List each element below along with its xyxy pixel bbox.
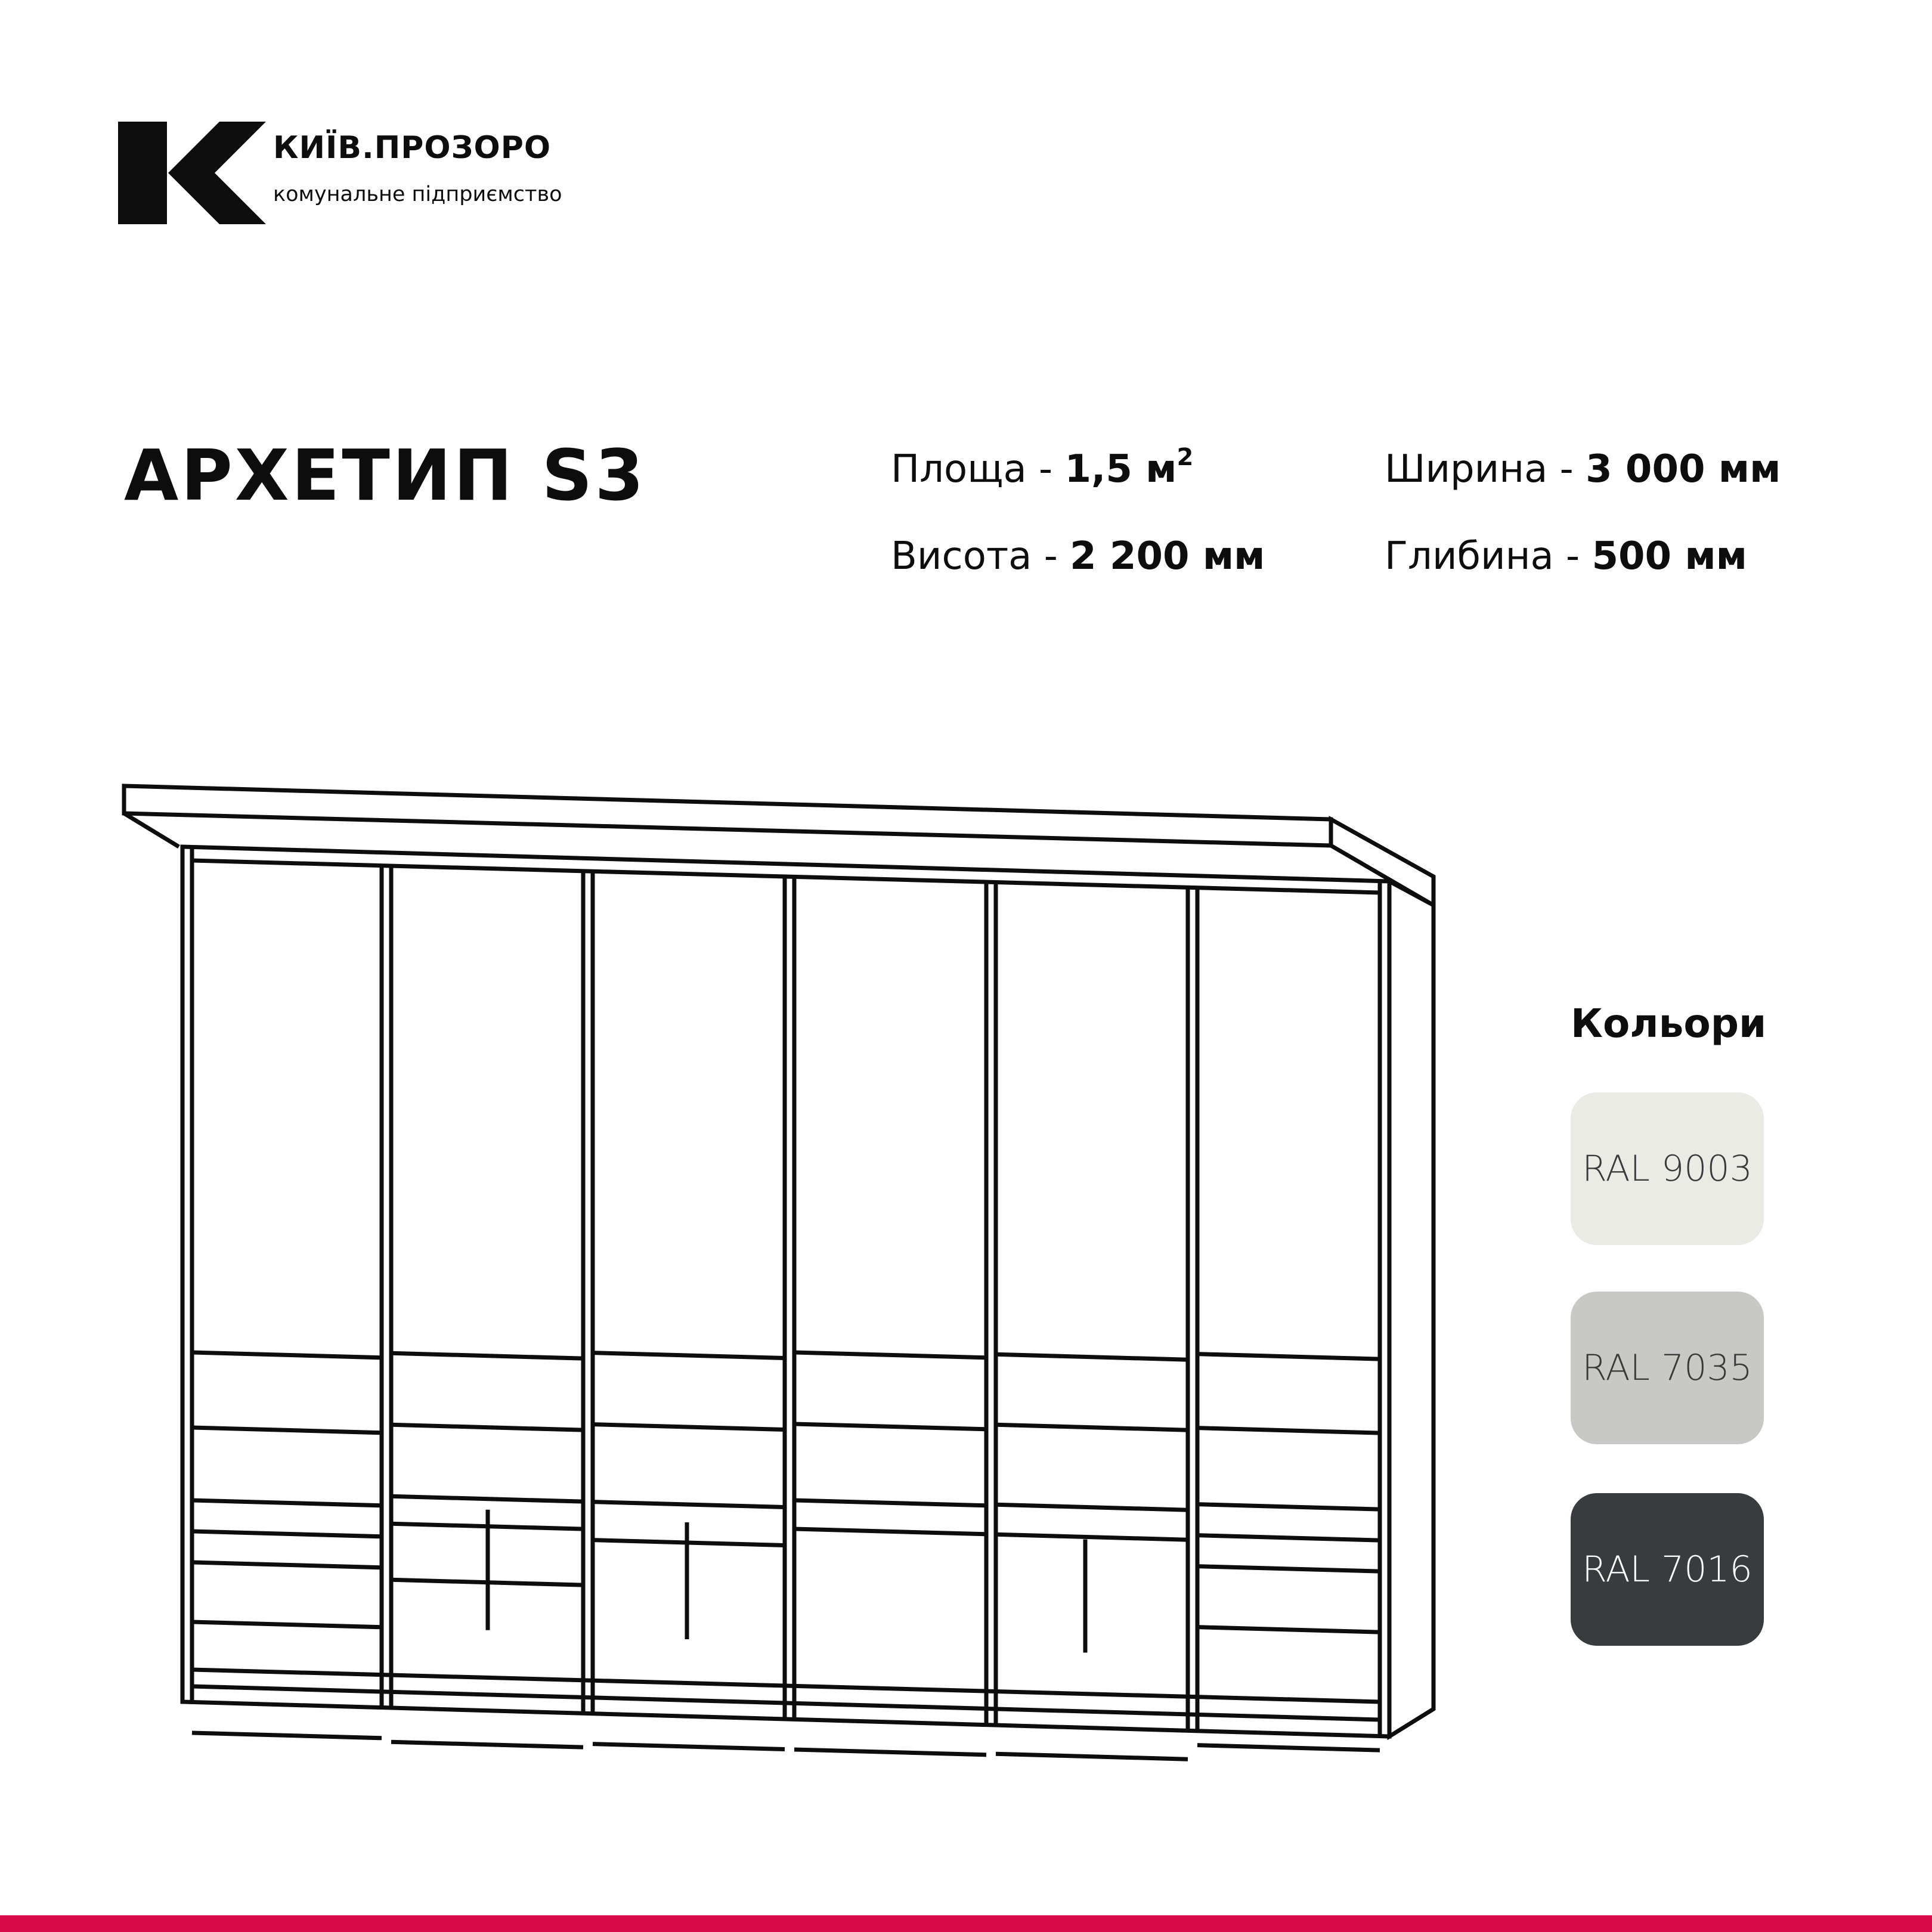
product-title: АРХЕТИП S3: [124, 434, 646, 516]
color-swatch-label: RAL 7035: [1582, 1347, 1753, 1389]
color-swatch-ral-9003[interactable]: [1571, 1092, 1764, 1245]
bottom-accent-bar: [0, 1915, 1932, 1932]
spec-width-label: Ширина -: [1385, 447, 1586, 491]
wardrobe-drawing: [0, 751, 1455, 1765]
shelf-line: [192, 1733, 382, 1738]
colors-heading: Кольори: [1571, 1001, 1767, 1046]
spec-area-label: Площа -: [891, 447, 1065, 491]
color-swatch-ral-7035[interactable]: [1571, 1292, 1764, 1444]
brand-name: КИЇВ.ПРОЗОРО: [273, 130, 552, 166]
spec-area-value: 1,5 м: [1064, 447, 1177, 491]
spec-height-label: Висота -: [891, 534, 1070, 578]
color-swatch-ral-7016[interactable]: [1571, 1493, 1764, 1646]
spec-height-value: 2 200 мм: [1070, 534, 1265, 578]
spec-depth: [1385, 534, 1747, 578]
spec-width-value: 3 000 мм: [1586, 447, 1781, 491]
shelf-line: [794, 1750, 986, 1755]
color-swatch-label: RAL 9003: [1582, 1148, 1753, 1190]
k-monogram-logo-icon: [118, 122, 267, 224]
brand-subtitle: комунальне підприємство: [273, 182, 562, 206]
spec-height: [891, 534, 1265, 578]
color-swatch-label: RAL 7016: [1582, 1549, 1753, 1590]
spec-area-unit-sup: 2: [1176, 444, 1194, 471]
shelf-line: [996, 1754, 1188, 1759]
spec-width: [1385, 447, 1781, 491]
shelf-line: [593, 1744, 785, 1750]
shelf-line: [1197, 1745, 1380, 1750]
cabinet-body: [182, 847, 1433, 1736]
shelf-line: [391, 1742, 583, 1747]
spec-depth-label: Глибина -: [1385, 534, 1592, 578]
spec-area: [891, 444, 1194, 491]
spec-depth-value: 500 мм: [1592, 534, 1747, 578]
